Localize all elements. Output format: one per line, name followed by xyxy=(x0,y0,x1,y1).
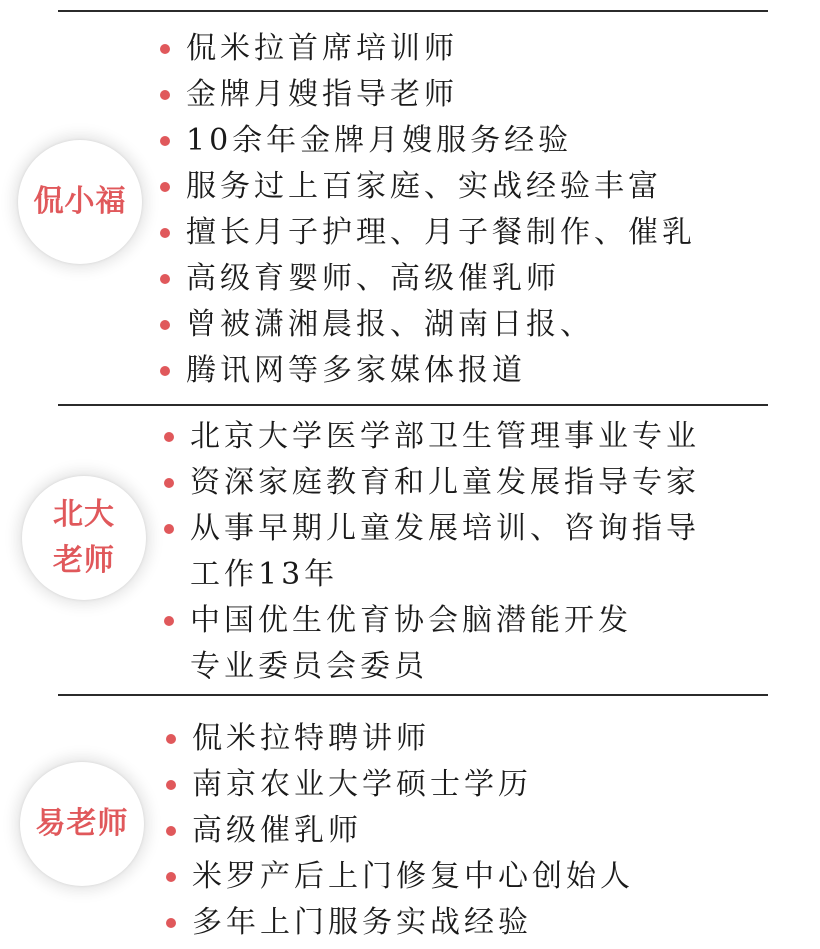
list-item: 侃米拉特聘讲师 xyxy=(166,716,634,762)
bullet-dot-icon xyxy=(160,228,170,238)
bullet-dot-icon xyxy=(160,274,170,284)
credential-list xyxy=(160,26,696,394)
list-item: 米罗产后上门修复中心创始人 xyxy=(166,854,634,900)
bullet-dot-icon xyxy=(166,780,176,790)
badge-label: 北大 老师 xyxy=(53,497,115,578)
bullet-dot-icon xyxy=(164,524,174,534)
list-item: 10余年金牌月嫂服务经验 xyxy=(160,118,696,164)
list-item: 金牌月嫂指导老师 xyxy=(160,72,696,118)
list-item: 多年上门服务实战经验 xyxy=(166,900,634,946)
name-badge xyxy=(22,476,146,600)
list-item: 资深家庭教育和儿童发展指导专家 xyxy=(164,460,700,506)
bullet-dot-icon xyxy=(160,182,170,192)
bullet-dot-icon xyxy=(160,366,170,376)
list-item: 中国优生优育协会脑潜能开发 专业委员会委员 xyxy=(164,598,700,690)
bullet-dot-icon xyxy=(164,478,174,488)
list-item: 服务过上百家庭、实战经验丰富 xyxy=(160,164,696,210)
bullet-dot-icon xyxy=(166,734,176,744)
credential-list xyxy=(166,716,634,946)
bullet-dot-icon xyxy=(160,136,170,146)
list-item: 从事早期儿童发展培训、咨询指导 工作13年 xyxy=(164,506,700,598)
list-item: 擅长月子护理、月子餐制作、催乳 xyxy=(160,210,696,256)
list-item: 北京大学医学部卫生管理事业专业 xyxy=(164,414,700,460)
name-badge xyxy=(18,140,142,264)
bullet-dot-icon xyxy=(166,826,176,836)
credential-list xyxy=(164,414,700,690)
bullet-dot-icon xyxy=(164,616,174,626)
list-item: 侃米拉首席培训师 xyxy=(160,26,696,72)
bullet-dot-icon xyxy=(166,918,176,928)
bullet-dot-icon xyxy=(164,432,174,442)
bullet-dot-icon xyxy=(166,872,176,882)
bullet-dot-icon xyxy=(160,90,170,100)
list-item: 高级育婴师、高级催乳师 xyxy=(160,256,696,302)
badge-label: 侃小福 xyxy=(33,184,127,219)
list-item: 腾讯网等多家媒体报道 xyxy=(160,348,696,394)
name-badge xyxy=(20,762,144,886)
list-item: 曾被潇湘晨报、湖南日报、 xyxy=(160,302,696,348)
list-item: 南京农业大学硕士学历 xyxy=(166,762,634,808)
bullet-dot-icon xyxy=(160,320,170,330)
bullet-dot-icon xyxy=(160,44,170,54)
section-divider xyxy=(58,404,768,406)
section-divider xyxy=(58,694,768,696)
list-item: 高级催乳师 xyxy=(166,808,634,854)
badge-label: 易老师 xyxy=(35,806,129,841)
top-divider xyxy=(58,10,768,12)
